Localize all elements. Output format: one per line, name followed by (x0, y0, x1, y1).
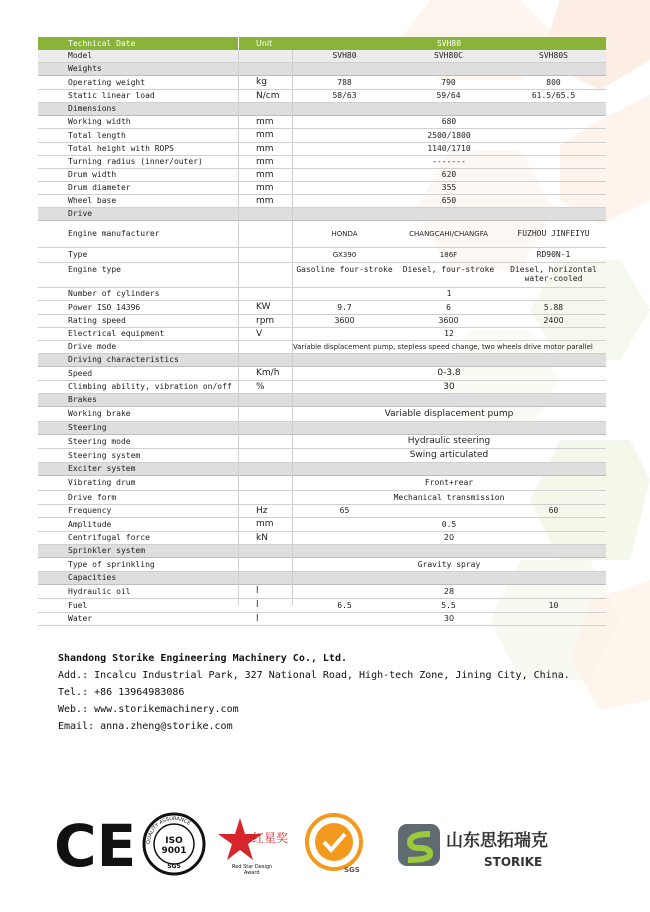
table-row (38, 90, 606, 103)
row-label: Drive form (68, 492, 117, 502)
row-label: Hydraulic oil (68, 586, 131, 596)
row-unit: l (256, 600, 259, 610)
row-unit: mm (256, 143, 274, 154)
section-title: Steering (68, 423, 107, 432)
address: Add.: Incalcu Industrial Park, 327 National Road, High-tech Zone, Jining City, China. (58, 670, 570, 681)
row-unit: mm (256, 156, 274, 167)
section-title: Dimensions (68, 104, 117, 113)
row-label: Vibrating drum (68, 478, 136, 487)
table-row (38, 221, 606, 248)
row-unit: l (256, 586, 259, 596)
table-row (38, 248, 606, 263)
row-value: 790 (441, 77, 456, 87)
row-value: 800 (546, 77, 561, 87)
section-weights (38, 63, 606, 76)
row-label: Power ISO 14396 (68, 302, 141, 312)
row-label: Climbing ability, vibration on/off (68, 382, 232, 391)
svg-text:山东思拓瑞克: 山东思拓瑞克 (446, 831, 548, 851)
table-row (38, 341, 606, 354)
row-value: 30 (443, 381, 455, 392)
header-title: Technical Date (68, 38, 136, 48)
row-unit: l (256, 613, 259, 624)
spec-table (38, 37, 606, 626)
row-value: 59/64 (436, 91, 461, 100)
table-row (38, 367, 606, 381)
section-sprinkler-system (38, 545, 606, 558)
telephone: Tel.: +86 13964983086 (58, 687, 185, 698)
table-row (38, 195, 606, 208)
svg-text:SGS: SGS (344, 866, 360, 874)
table-row (38, 491, 606, 505)
row-value: 58/63 (332, 91, 357, 100)
row-value: 65 (339, 506, 350, 515)
row-unit: kg (256, 77, 267, 87)
row-label: Water (68, 614, 93, 623)
row-value: Diesel, horizontal water-cooled (510, 265, 597, 283)
table-row (38, 449, 606, 463)
row-label: Fuel (68, 600, 88, 610)
row-value: 6.5 (337, 600, 352, 610)
row-value: 650 (441, 196, 457, 205)
row-value: 3600 (438, 316, 459, 325)
row-value: 61.5/65.5 (531, 91, 576, 100)
row-value: 9.7 (337, 302, 352, 312)
svg-text:Red Star Design: Red Star Design (232, 864, 273, 870)
row-label: Frequency (68, 506, 112, 515)
row-label: Working width (68, 117, 131, 126)
row-value: 30 (443, 614, 455, 623)
table-row (38, 613, 606, 626)
row-value: Gravity spray (417, 559, 481, 569)
website[interactable]: Web.: www.storikemachinery.com (58, 704, 239, 715)
row-label: Engine type (68, 265, 121, 274)
table-row (38, 182, 606, 195)
row-label: Static linear load (68, 91, 155, 100)
section-title: Driving characteristics (68, 355, 179, 364)
table-row (38, 518, 606, 532)
row-value: CHANGCAHI/CHANGFA (409, 229, 488, 238)
row-unit: mm (256, 130, 274, 140)
row-unit: mm (256, 519, 274, 529)
section-title: Sprinkler system (68, 546, 146, 555)
section-drive (38, 208, 606, 221)
table-row (38, 169, 606, 182)
email[interactable]: Email: anna.zheng@storike.com (58, 721, 233, 732)
table-row (38, 328, 606, 341)
row-value: 1140/1710 (427, 144, 471, 153)
row-value: 28 (443, 586, 455, 596)
iso-9001-logo (142, 812, 206, 876)
table-row (38, 288, 606, 301)
svg-text:QUALITY ASSURANCE: QUALITY ASSURANCE (145, 815, 192, 845)
model-row (38, 50, 606, 63)
row-value: 186F (439, 250, 458, 259)
section-exciter-system (38, 463, 606, 476)
table-row (38, 76, 606, 90)
row-value: Diesel, four-stroke (402, 265, 495, 274)
header-unit: Unit (256, 38, 273, 48)
row-value: Mechanical transmission (393, 492, 505, 502)
section-title: Exciter system (68, 464, 136, 473)
table-row (38, 435, 606, 449)
table-row (38, 532, 606, 545)
row-value: 620 (441, 170, 457, 179)
row-value: 1 (446, 289, 452, 298)
table-row (38, 156, 606, 169)
row-unit: % (256, 381, 265, 392)
row-unit: V (256, 328, 263, 339)
row-value: Hydraulic steering (407, 436, 491, 446)
row-label: Total length (68, 130, 126, 140)
row-value: Swing articulated (409, 450, 489, 460)
table-row (38, 505, 606, 518)
row-value: 6 (446, 302, 451, 312)
svg-text:SGS: SGS (167, 863, 181, 870)
company-name: Shandong Storike Engineering Machinery Co., Ltd. (58, 653, 347, 664)
contact-block (58, 650, 570, 735)
model-svh80c: SVH80C (434, 51, 463, 60)
row-value: Gasoline four-stroke (296, 265, 393, 274)
row-label: Engine manufacturer (68, 229, 160, 238)
table-row (38, 143, 606, 156)
row-label: Drive mode (68, 342, 117, 351)
row-label: Working brake (68, 409, 131, 418)
section-dimensions (38, 103, 606, 116)
row-value: 20 (443, 533, 455, 542)
svg-text:STORIKE: STORIKE (484, 855, 543, 869)
certification-logos (50, 812, 610, 880)
section-steering (38, 422, 606, 435)
table-row (38, 381, 606, 394)
model-svh80s: SVH80S (539, 51, 568, 60)
row-value: 0.5 (441, 519, 457, 529)
model-label: Model (68, 51, 93, 60)
row-value: 0-3.8 (437, 368, 461, 378)
row-value: 10 (548, 600, 559, 610)
row-value: 355 (441, 183, 457, 192)
row-value: 12 (444, 329, 454, 338)
row-value: HONDA (331, 229, 358, 238)
section-title: Weights (68, 64, 102, 73)
column-divider (292, 50, 293, 605)
table-row (38, 585, 606, 599)
row-unit: rpm (256, 315, 275, 326)
sgs-certification-logo (304, 812, 368, 876)
row-value: RD90N-1 (536, 250, 571, 259)
row-label: Number of cylinders (68, 289, 160, 298)
row-label: Steering mode (68, 436, 131, 446)
row-label: Type of sprinkling (68, 559, 155, 569)
row-value: 3600 (334, 316, 355, 325)
table-row (38, 129, 606, 143)
row-value: 5.88 (543, 302, 564, 312)
red-star-award-logo (218, 812, 298, 876)
section-brakes (38, 394, 606, 407)
svg-text:CE: CE (54, 812, 137, 880)
row-label: Electrical equipment (68, 329, 165, 338)
row-label: Total height with ROPS (68, 144, 174, 153)
row-label: Amplitude (68, 519, 112, 529)
row-label: Drum diameter (68, 183, 131, 192)
table-row (38, 315, 606, 328)
row-value: Variable displacement pump, stepless speed change, two wheels drive motor parallel (293, 342, 593, 351)
section-title: Drive (68, 209, 93, 218)
table-row (38, 407, 606, 422)
row-label: Wheel base (68, 196, 117, 205)
row-value: 680 (441, 117, 457, 126)
table-row (38, 558, 606, 572)
row-unit: mm (256, 116, 274, 127)
row-unit: mm (256, 182, 274, 193)
row-unit: kN (256, 532, 268, 543)
table-row (38, 476, 606, 491)
table-header-row (38, 37, 606, 50)
table-row (38, 116, 606, 129)
row-value: Variable displacement pump (384, 408, 514, 419)
storike-brand-logo (396, 818, 576, 874)
table-row (38, 301, 606, 315)
column-divider (238, 50, 239, 605)
row-unit: KW (256, 302, 271, 312)
svg-text:红星奖: 红星奖 (252, 831, 289, 845)
section-driving-characteristics (38, 354, 606, 367)
row-label: Centrifugal force (68, 533, 150, 542)
row-label: Drum width (68, 170, 117, 179)
row-label: Operating weight (68, 77, 146, 87)
row-value: FUZHOU JINFEIYU (517, 229, 590, 238)
row-unit: Km/h (256, 368, 280, 378)
model-svh80: SVH80 (332, 51, 357, 60)
row-value: 788 (337, 77, 352, 87)
row-unit: mm (256, 195, 274, 206)
row-value: 2400 (543, 316, 564, 325)
row-value: Front+rear (424, 478, 474, 487)
svg-text:ISO: ISO (165, 836, 183, 846)
row-unit: mm (256, 169, 274, 180)
row-label: Speed (68, 368, 93, 378)
row-label: Type (68, 250, 88, 259)
svg-text:Award: Award (244, 870, 260, 876)
row-label: Turning radius (inner/outer) (68, 157, 203, 166)
row-unit: N/cm (256, 90, 280, 101)
row-unit: Hz (256, 505, 268, 516)
section-title: Capacities (68, 573, 117, 582)
row-value: 2500/1800 (427, 130, 471, 140)
row-value: 5.5 (441, 600, 456, 610)
table-row (38, 263, 606, 288)
row-label: Steering system (68, 450, 141, 460)
svg-text:9001: 9001 (161, 846, 187, 856)
section-capacities (38, 572, 606, 585)
ce-logo (54, 812, 137, 880)
row-label: Rating speed (68, 316, 126, 325)
header-group: SVH80 (436, 38, 462, 48)
row-value: ------- (432, 157, 466, 166)
row-value: GX390 (332, 250, 357, 259)
table-row (38, 599, 606, 613)
section-title: Brakes (68, 395, 97, 404)
row-value: 60 (548, 506, 559, 515)
